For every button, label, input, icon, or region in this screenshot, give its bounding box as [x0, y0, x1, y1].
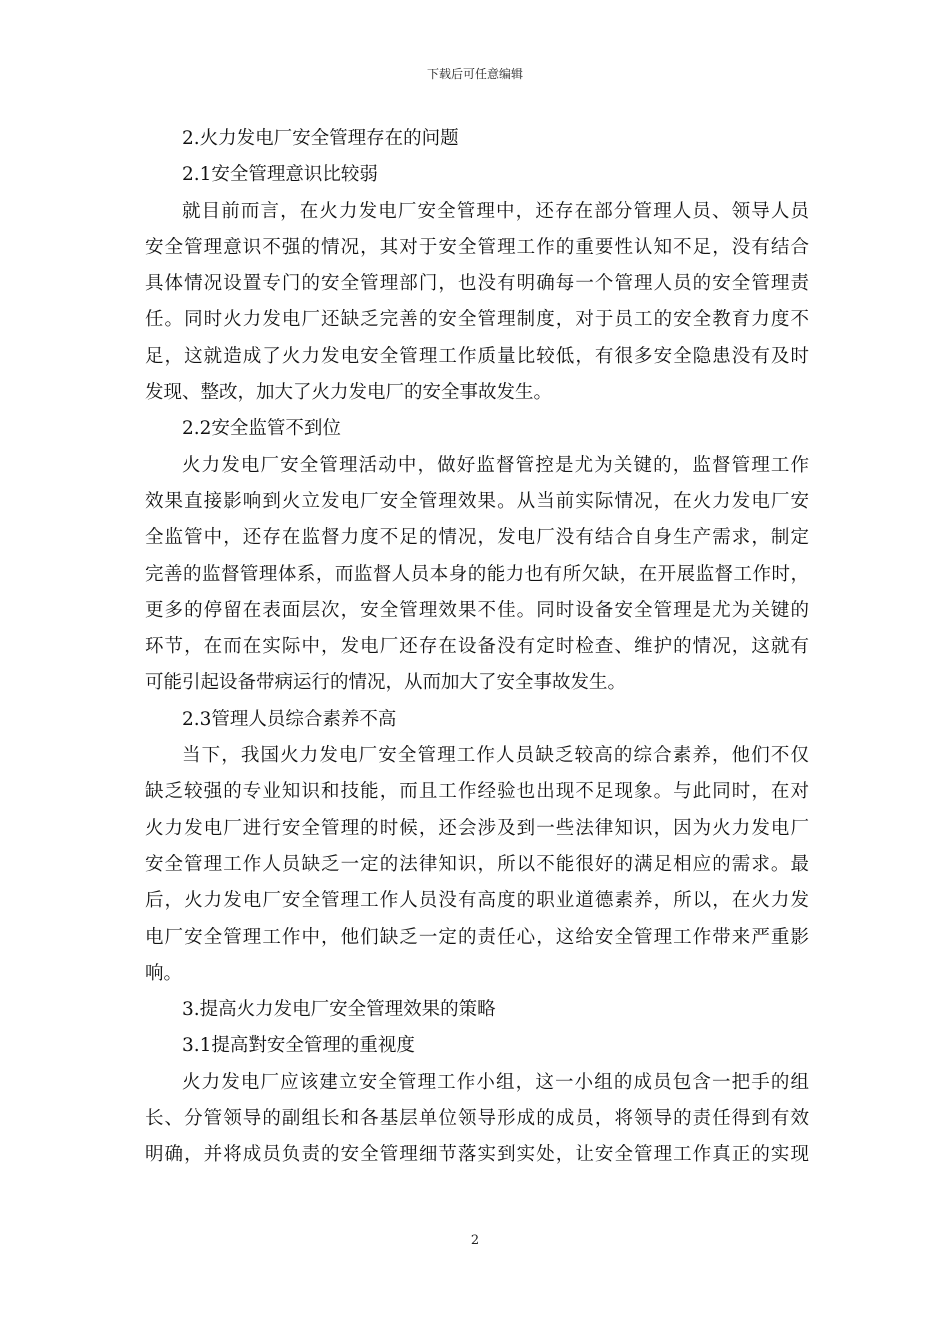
paragraph-line: 可能引起设备带病运行的情况，从而加大了安全事故发生。: [145, 672, 627, 694]
paragraph-line: 当下，我国火力发电厂安全管理工作人员缺乏较高的综合素养，他们不仅: [182, 745, 809, 767]
section-heading: 2.2安全监管不到位: [182, 418, 341, 440]
paragraph-line: 具体情况设置专门的安全管理部门，也没有明确每一个管理人员的安全管理责: [145, 273, 809, 295]
paragraph-line: 完善的监督管理体系，而监督人员本身的能力也有所欠缺，在开展监督工作时，: [145, 563, 809, 585]
paragraph-line: 发现、整改，加大了火力发电厂的安全事故发生。: [145, 382, 553, 404]
page-number: 2: [470, 1233, 480, 1248]
paragraph-line: 足，这就造成了火力发电安全管理工作质量比较低，有很多安全隐患没有及时: [145, 345, 809, 367]
paragraph-line: 明确，并将成员负责的安全管理细节落实到实处，让安全管理工作真正的实现: [145, 1144, 809, 1166]
section-heading: 3.1提高對安全管理的重视度: [182, 1035, 415, 1057]
paragraph-line: 火力发电厂应该建立安全管理工作小组，这一小组的成员包含一把手的组: [182, 1071, 809, 1093]
paragraph-line: 长、分管领导的副组长和各基层单位领导形成的成员，将领导的责任得到有效: [145, 1108, 809, 1130]
paragraph-line: 环节，在而在实际中，发电厂还存在设备没有定时检查、维护的情况，这就有: [145, 636, 809, 658]
paragraph-line: 缺乏较强的专业知识和技能，而且工作经验也出现不足现象。与此同时，在对: [145, 781, 809, 803]
paragraph-line: 后，火力发电厂安全管理工作人员没有高度的职业道德素养，所以，在火力发: [145, 890, 809, 912]
paragraph-line: 安全管理工作人员缺乏一定的法律知识，所以不能很好的满足相应的需求。最: [145, 853, 809, 875]
paragraph-line: 就目前而言，在火力发电厂安全管理中，还存在部分管理人员、领导人员: [182, 200, 809, 222]
section-heading: 2.火力发电厂安全管理存在的问题: [182, 128, 459, 149]
paragraph-line: 更多的停留在表面层次，安全管理效果不佳。同时设备安全管理是尤为关键的: [145, 599, 809, 621]
section-heading: 2.3管理人员综合素养不高: [182, 708, 397, 730]
paragraph-line: 任。同时火力发电厂还缺乏完善的安全管理制度，对于员工的安全教育力度不: [145, 309, 809, 331]
section-heading: 2.1安全管理意识比较弱: [182, 164, 378, 186]
paragraph: [145, 194, 809, 412]
paragraph-line: 电厂安全管理工作中，他们缺乏一定的责任心，这给安全管理工作带来严重影: [145, 926, 809, 948]
paragraph-line: 全监管中，还存在监督力度不足的情况，发电厂没有结合自身生产需求，制定: [145, 527, 809, 549]
paragraph-line: 火力发电厂进行安全管理的时候，还会涉及到一些法律知识，因为火力发电厂: [145, 817, 809, 839]
paragraph-line: 安全管理意识不强的情况，其对于安全管理工作的重要性认知不足，没有结合: [145, 236, 809, 258]
paragraph: [145, 1065, 809, 1174]
document-body: [145, 121, 809, 1174]
section-heading: 3.提高火力发电厂安全管理效果的策略: [182, 999, 496, 1021]
paragraph: [145, 738, 809, 992]
page-header-note: 下载后可任意编辑: [426, 67, 523, 81]
paragraph-line: 响。: [145, 962, 183, 984]
paragraph: [145, 448, 809, 702]
paragraph-line: 火力发电厂安全管理活动中，做好监督管控是尤为关键的，监督管理工作: [182, 454, 809, 476]
paragraph-line: 效果直接影响到火立发电厂安全管理效果。从当前实际情况，在火力发电厂安: [145, 490, 809, 512]
